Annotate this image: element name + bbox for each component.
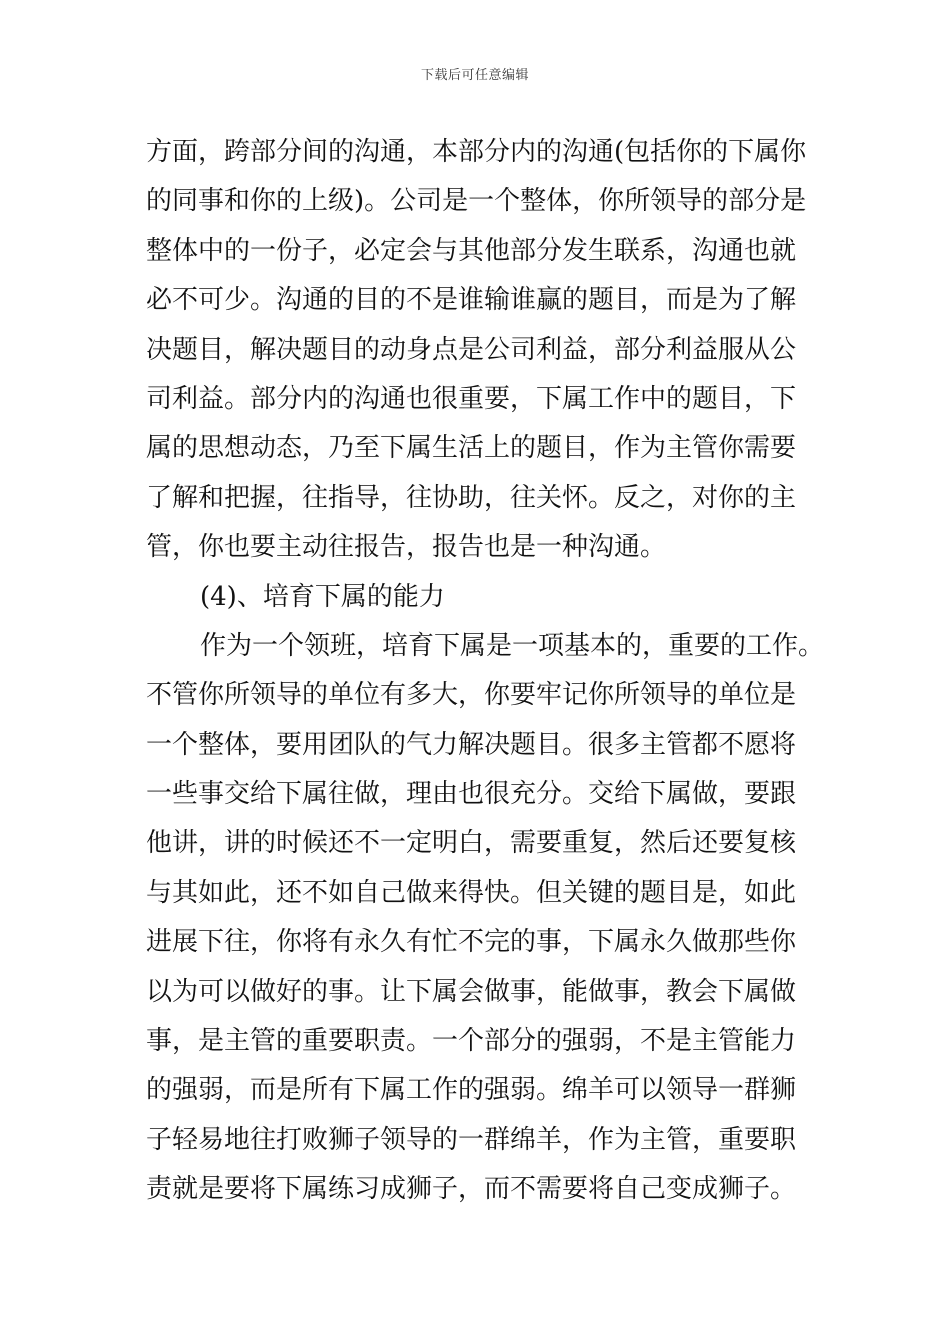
- text-line: 必不可少。沟通的目的不是谁输谁赢的题目，而是为了解: [146, 285, 797, 316]
- text-line: 决题目，解决题目的动身点是公司利益，部分利益服从公: [146, 334, 797, 365]
- text-line: 他讲，讲的时候还不一定明白，需要重复，然后还要复核: [146, 828, 797, 859]
- section-heading: (4)、培育下属的能力: [200, 581, 445, 612]
- text-line: 与其如此，还不如自己做来得快。但关键的题目是，如此: [146, 877, 797, 908]
- text-line: 一个整体，要用团队的气力解决题目。很多主管都不愿将: [146, 729, 797, 760]
- text-line: 属的思想动态，乃至下属生活上的题目，作为主管你需要: [146, 433, 797, 464]
- text-line: 了解和把握，往指导，往协助，往关怀。反之，对你的主: [146, 482, 797, 513]
- text-line: 整体中的一份子，必定会与其他部分发生联系，沟通也就: [146, 235, 797, 266]
- text-line: 一些事交给下属往做，理由也很充分。交给下属做，要跟: [146, 779, 797, 810]
- text-line: 不管你所领导的单位有多大，你要牢记你所领导的单位是: [146, 680, 797, 711]
- text-line: 的强弱，而是所有下属工作的强弱。绵羊可以领导一群狮: [146, 1075, 797, 1106]
- text-line: 方面，跨部分间的沟通，本部分内的沟通(包括你的下属你: [146, 137, 807, 167]
- text-line: 子轻易地往打败狮子领导的一群绵羊，作为主管，重要职: [146, 1124, 797, 1155]
- text-line: 管，你也要主动往报告，报告也是一种沟通。: [146, 532, 667, 563]
- document-body: [146, 128, 825, 1215]
- text-line: 进展下往，你将有永久有忙不完的事，下属永久做那些你: [146, 927, 797, 958]
- text-line: 责就是要将下属练习成狮子，而不需要将自己变成狮子。: [146, 1174, 797, 1205]
- paragraph-first-line: 作为一个领班，培育下属是一项基本的，重要的工作。: [200, 630, 825, 661]
- text-line: 事，是主管的重要职责。一个部分的强弱，不是主管能力: [146, 1026, 797, 1057]
- page-header: 下载后可任意编辑: [420, 68, 529, 83]
- text-line: 以为可以做好的事。让下属会做事，能做事，教会下属做: [146, 976, 797, 1007]
- text-line: 的同事和你的上级)。公司是一个整体，你所领导的部分是: [146, 186, 807, 217]
- text-line: 司利益。部分内的沟通也很重要，下属工作中的题目，下: [146, 383, 797, 414]
